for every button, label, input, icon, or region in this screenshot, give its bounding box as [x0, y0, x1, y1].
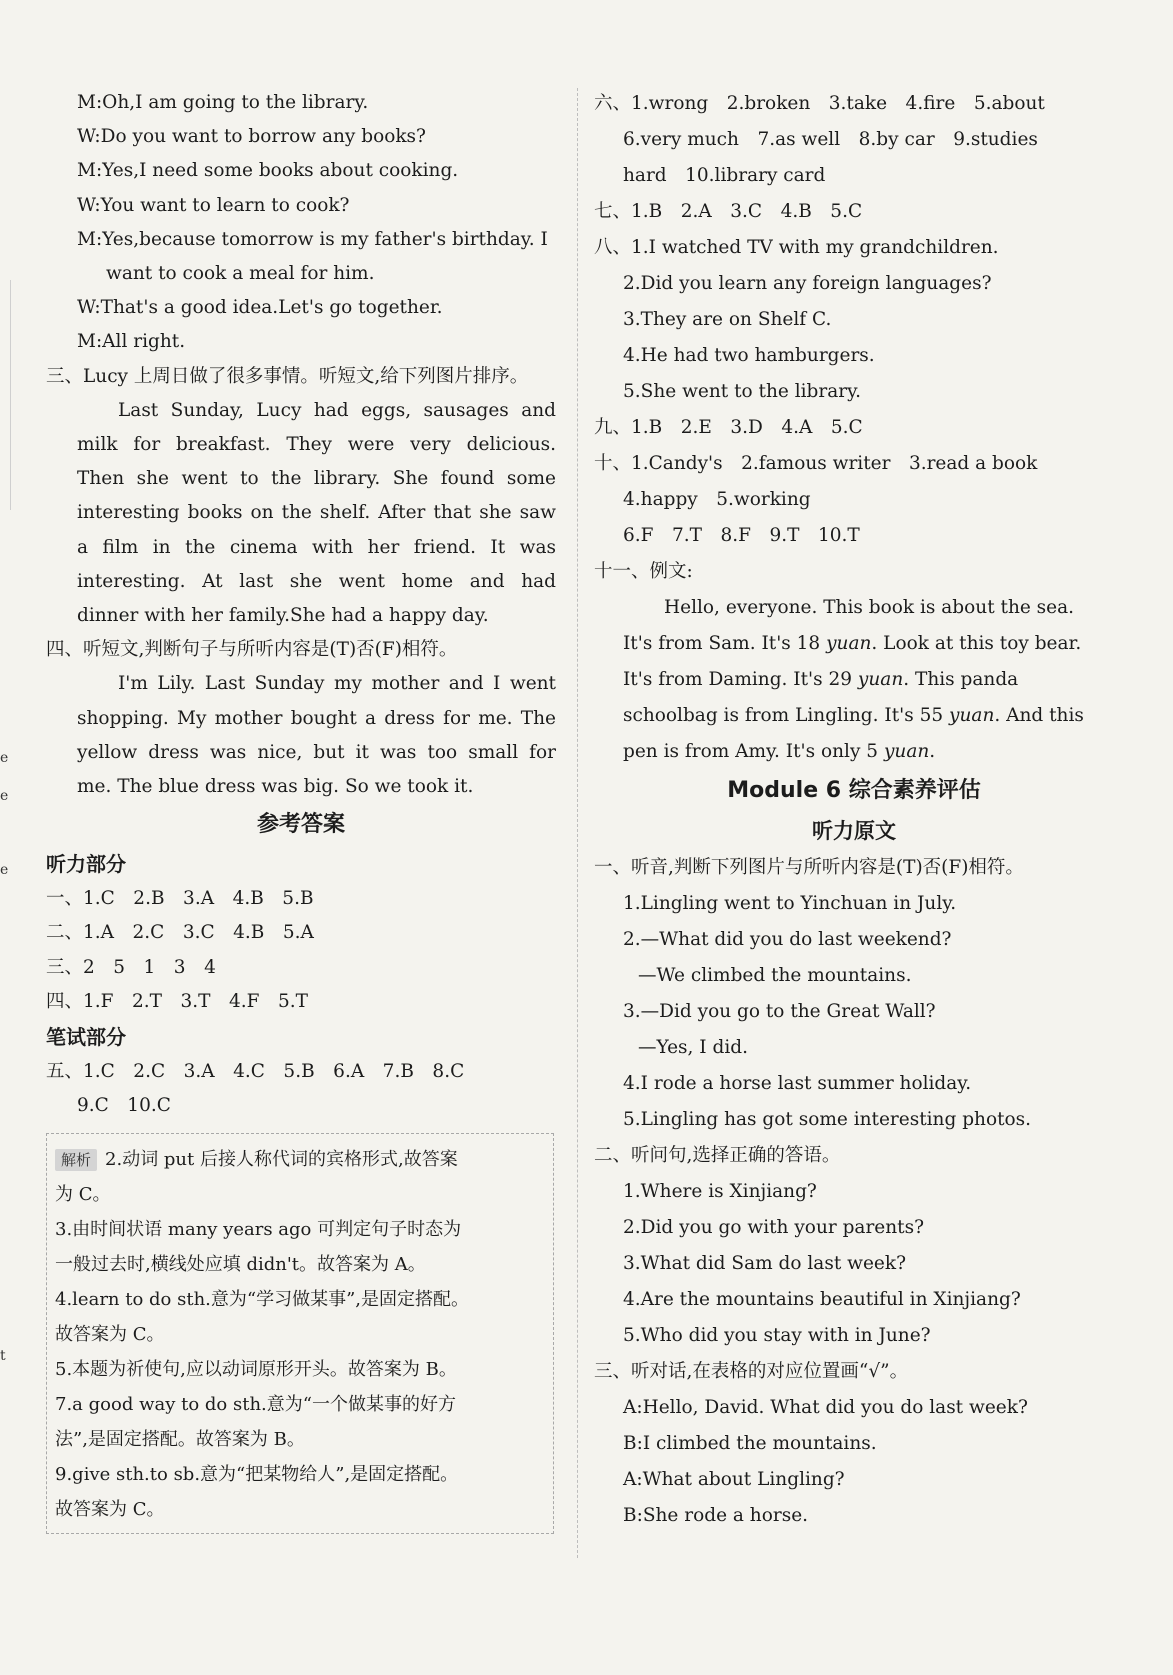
script-line: A:What about Lingling?	[623, 1469, 845, 1490]
passage-lucy	[46, 394, 556, 633]
essay-line: Hello, everyone. This book is about the sea.	[664, 597, 1075, 618]
dialogue-line: W:Do you want to borrow any books?	[77, 126, 426, 148]
dialogue-line: M:Oh,I am going to the library.	[77, 92, 369, 113]
answer-line: 2.Did you learn any foreign languages?	[623, 273, 992, 294]
analysis-box	[46, 1133, 554, 1534]
analysis-tag: 解析	[55, 1149, 97, 1171]
answer-line: 4.He had two hamburgers.	[623, 345, 875, 366]
dialogue-line: M:All right.	[77, 331, 186, 353]
section-title: 四、听短文,判断句子与所听内容是(T)否(F)相符。	[46, 639, 458, 661]
answer-line: 八、1.I watched TV with my grandchildren.	[594, 237, 999, 258]
passage-line: a film in the cinema with her friend. It was	[77, 536, 556, 558]
writing-heading: 笔试部分	[46, 1025, 126, 1050]
analysis-line: 故答案为 C。	[55, 1324, 165, 1346]
answer-line: 5.She went to the library.	[623, 381, 861, 402]
essay-line: It's from Sam. It's 18 yuan. Look at this toy bear.	[623, 633, 1082, 654]
dialogue-line: W:You want to learn to cook?	[77, 194, 350, 216]
analysis-line: 为 C。	[55, 1184, 111, 1206]
edge-fragment: t	[0, 1348, 6, 1364]
answer-line: 五、1.C 2.C 3.A 4.C 5.B 6.A 7.B 8.C	[46, 1061, 465, 1083]
listening-text-title: 听力原文	[812, 819, 896, 843]
answer-line: 四、1.F 2.T 3.T 4.F 5.T	[46, 990, 308, 1012]
module-title: Module 6 综合素养评估	[727, 778, 981, 803]
analysis-line: 7.a good way to do sth.意为“一个做某事的好方	[55, 1394, 456, 1416]
script-line: A:Hello, David. What did you do last week?	[623, 1397, 1028, 1418]
answer-line: 6.very much 7.as well 8.by car 9.studies	[623, 129, 1038, 150]
edge-fragment: e	[0, 750, 9, 766]
passage-line: yellow dress was nice, but it was too small for	[77, 741, 556, 763]
section-title: 三、Lucy 上周日做了很多事情。听短文,给下列图片排序。	[46, 365, 529, 387]
answer-line: 9.C 10.C	[77, 1095, 171, 1117]
column-divider	[577, 88, 578, 1558]
answer-line: 九、1.B 2.E 3.D 4.A 5.C	[594, 417, 863, 438]
answer-line: hard 10.library card	[623, 165, 826, 186]
script-line: —Yes, I did.	[638, 1037, 748, 1058]
answers-heading: 参考答案	[256, 812, 345, 838]
analysis-line: 故答案为 C。	[55, 1499, 165, 1521]
passage-line: milk for breakfast. They were very delicious.	[77, 434, 556, 456]
script-line: 1.Where is Xinjiang?	[623, 1181, 817, 1202]
analysis-line: 一般过去时,横线处应填 didn't。故答案为 A。	[55, 1254, 426, 1276]
analysis-line: 2.动词 put 后接人称代词的宾格形式,故答案	[105, 1149, 458, 1171]
passage-line: me. The blue dress was big. So we took it.	[77, 776, 474, 798]
page-edge-margin	[0, 280, 11, 510]
section-title: 三、听对话,在表格的对应位置画“√”。	[594, 1361, 909, 1382]
script-line: 5.Who did you stay with in June?	[623, 1325, 931, 1346]
passage-line: Last Sunday, Lucy had eggs, sausages and	[118, 399, 556, 421]
section-title: 一、听音,判断下列图片与所听内容是(T)否(F)相符。	[594, 857, 1024, 878]
script-line: B:She rode a horse.	[623, 1505, 809, 1526]
edge-fragment: e	[0, 862, 9, 878]
answer-line: 七、1.B 2.A 3.C 4.B 5.C	[594, 201, 863, 222]
sample-essay	[594, 590, 1114, 770]
answer-line: 十、1.Candy's 2.famous writer 3.read a book	[594, 453, 1038, 474]
script-line: 4.Are the mountains beautiful in Xinjiang?	[623, 1289, 1021, 1310]
passage-line: I'm Lily. Last Sunday my mother and I went	[118, 673, 556, 695]
answer-line: 6.F 7.T 8.F 9.T 10.T	[623, 525, 860, 546]
passage-line: Then she went to the library. She found some	[77, 468, 556, 490]
script-line: 5.Lingling has got some interesting photos.	[623, 1109, 1032, 1130]
dialogue-line: want to cook a meal for him.	[106, 263, 375, 285]
dialogue	[46, 86, 556, 360]
answer-line: 六、1.wrong 2.broken 3.take 4.fire 5.about	[594, 93, 1045, 114]
passage-line: interesting. At last she went home and had	[77, 570, 556, 592]
answer-line: 4.happy 5.working	[623, 489, 811, 510]
script-line: 1.Lingling went to Yinchuan in July.	[623, 893, 957, 914]
analysis-line: 5.本题为祈使句,应以动词原形开头。故答案为 B。	[55, 1359, 457, 1381]
section-title: 二、听问句,选择正确的答语。	[594, 1145, 841, 1166]
listening-heading: 听力部分	[46, 852, 126, 877]
answer-line: 三、2 5 1 3 4	[46, 956, 216, 978]
passage-line: shopping. My mother bought a dress for me. The	[77, 707, 556, 729]
passage-line: dinner with her family.She had a happy day.	[77, 605, 489, 627]
script-line: 3.—Did you go to the Great Wall?	[623, 1001, 936, 1022]
analysis-line: 3.由时间状语 many years ago 可判定句子时态为	[55, 1219, 462, 1241]
passage-lily	[46, 667, 556, 804]
analysis-line: 4.learn to do sth.意为“学习做某事”,是固定搭配。	[55, 1289, 470, 1311]
script-line: —We climbed the mountains.	[638, 965, 912, 986]
left-column	[46, 86, 556, 1534]
dialogue-line: W:That's a good idea.Let's go together.	[77, 297, 443, 319]
script-line: 2.Did you go with your parents?	[623, 1217, 925, 1238]
dialogue-line: M:Yes,I need some books about cooking.	[77, 160, 459, 182]
script-line: 3.What did Sam do last week?	[623, 1253, 907, 1274]
analysis-line: 法”,是固定搭配。故答案为 B。	[55, 1429, 305, 1451]
script-line: 2.—What did you do last weekend?	[623, 929, 952, 950]
analysis-line: 9.give sth.to sb.意为“把某物给人”,是固定搭配。	[55, 1464, 459, 1486]
script-line: 4.I rode a horse last summer holiday.	[623, 1073, 972, 1094]
essay-line: pen is from Amy. It's only 5 yuan.	[623, 741, 936, 762]
passage-line: interesting books on the shelf. After that she saw	[77, 502, 556, 524]
answer-line: 二、1.A 2.C 3.C 4.B 5.A	[46, 922, 314, 944]
answer-line: 一、1.C 2.B 3.A 4.B 5.B	[46, 888, 314, 910]
script-line: B:I climbed the mountains.	[623, 1433, 877, 1454]
answer-line: 3.They are on Shelf C.	[623, 309, 832, 330]
essay-line: schoolbag is from Lingling. It's 55 yuan. And this	[623, 705, 1084, 726]
section-title: 十一、例文:	[594, 561, 693, 582]
edge-fragment: e	[0, 788, 9, 804]
dialogue-line: M:Yes,because tomorrow is my father's birthday. I	[77, 228, 548, 250]
right-column	[594, 86, 1114, 1534]
essay-line: It's from Daming. It's 29 yuan. This panda	[623, 669, 1019, 690]
